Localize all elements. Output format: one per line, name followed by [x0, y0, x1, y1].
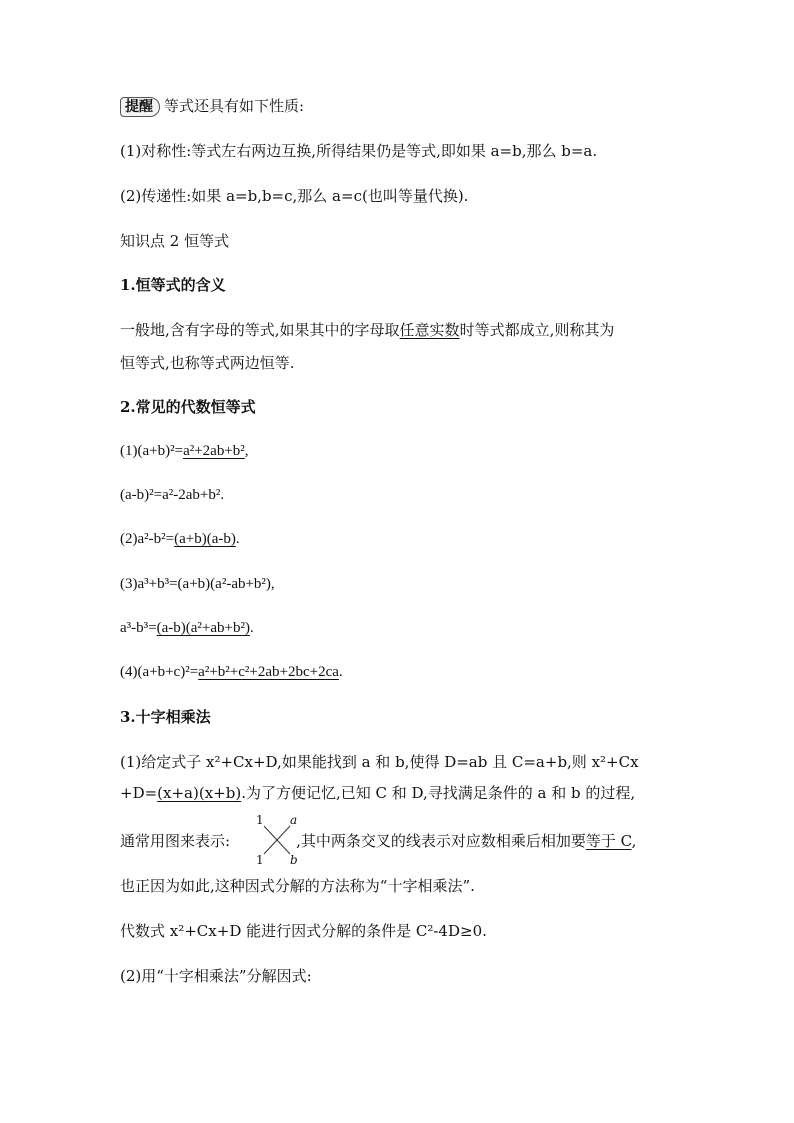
- cross-line-3-answer: 等于 C: [585, 832, 632, 850]
- identity-3-answer: (a+b)(a-b): [174, 531, 236, 547]
- cross-line-3-start: 通常用图来表示:: [120, 832, 231, 850]
- factor-condition: 代数式 x²+Cx+D 能进行因式分解的条件是 C²-4D≥0.: [120, 922, 487, 940]
- cross-bottom-right: b: [290, 853, 298, 867]
- subsection-2-title: 2.常见的代数恒等式: [120, 398, 256, 416]
- hint-text: 等式还具有如下性质:: [164, 97, 305, 115]
- identity-5-end: .: [249, 620, 254, 636]
- identity-2: (a-b)²=a²-2ab+b².: [120, 487, 225, 503]
- identity-6-answer: a²+b²+c²+2ab+2bc+2ca: [198, 664, 339, 680]
- identity-5-lhs: a³-b³=: [120, 620, 157, 636]
- identity-5-answer: (a-b)(a²+ab+b²): [156, 620, 250, 636]
- cross-line-2-answer: (x+a)(x+b): [157, 784, 242, 802]
- hint-badge: 提醒: [120, 97, 160, 117]
- definition-line-2: 恒等式,也称等式两边恒等.: [120, 354, 295, 372]
- cross-method-line-3: [120, 831, 684, 851]
- subsection-1-title: 1.恒等式的含义: [120, 276, 226, 294]
- definition-underlined: 任意实数: [399, 321, 460, 339]
- cross-top-left: 1: [256, 813, 264, 827]
- cross-line-3-end: ,: [631, 832, 637, 850]
- cross-multiplication-diagram: [252, 812, 302, 868]
- identity-3: [120, 529, 684, 549]
- identity-6: [120, 662, 684, 682]
- cross-bottom-left: 1: [256, 853, 264, 867]
- identity-4: (3)a³+b³=(a+b)(a²-ab+b²),: [120, 576, 275, 592]
- definition-text-end: 时等式都成立,则称其为: [459, 321, 615, 339]
- identity-6-lhs: (4)(a+b+c)²=: [120, 664, 199, 680]
- hint-line: [120, 96, 684, 117]
- identity-5: [120, 618, 684, 638]
- identity-3-lhs: (2)a²-b²=: [120, 531, 175, 547]
- definition-line-1: [120, 320, 684, 340]
- property-transitivity: (2)传递性:如果 a=b,b=c,那么 a=c(也叫等量代换).: [120, 187, 469, 205]
- identity-3-end: .: [235, 531, 240, 547]
- identity-1-answer: a²+2ab+b²: [183, 443, 245, 459]
- cross-method-line-2: [120, 783, 684, 803]
- identity-1-end: ,: [244, 443, 249, 459]
- cross-method-line-4: 也正因为如此,这种因式分解的方法称为“十字相乘法”.: [120, 877, 475, 895]
- cross-line-2-start: +D=: [120, 784, 158, 802]
- cross-line-2-end: .为了方便记忆,已知 C 和 D,寻找满足条件的 a 和 b 的过程,: [241, 784, 636, 802]
- definition-text: 一般地,含有字母的等式,如果其中的字母取: [120, 321, 400, 339]
- cross-method-part-2: (2)用“十字相乘法”分解因式:: [120, 967, 312, 985]
- cross-top-right: a: [290, 813, 298, 827]
- subsection-3-title: 3.十字相乘法: [120, 708, 211, 726]
- cross-method-line-1: (1)给定式子 x²+Cx+D,如果能找到 a 和 b,使得 D=ab 且 C=a+b,则 x²+Cx: [120, 753, 639, 771]
- cross-line-3-mid: ,其中两条交叉的线表示对应数相乘后相加要: [296, 832, 586, 850]
- identity-6-end: .: [338, 664, 343, 680]
- identity-1-lhs: (1)(a+b)²=: [120, 443, 184, 459]
- property-symmetry: (1)对称性:等式左右两边互换,所得结果仍是等式,即如果 a=b,那么 b=a.: [120, 142, 598, 160]
- section-title: 知识点 2 恒等式: [120, 232, 230, 250]
- identity-1: [120, 441, 684, 461]
